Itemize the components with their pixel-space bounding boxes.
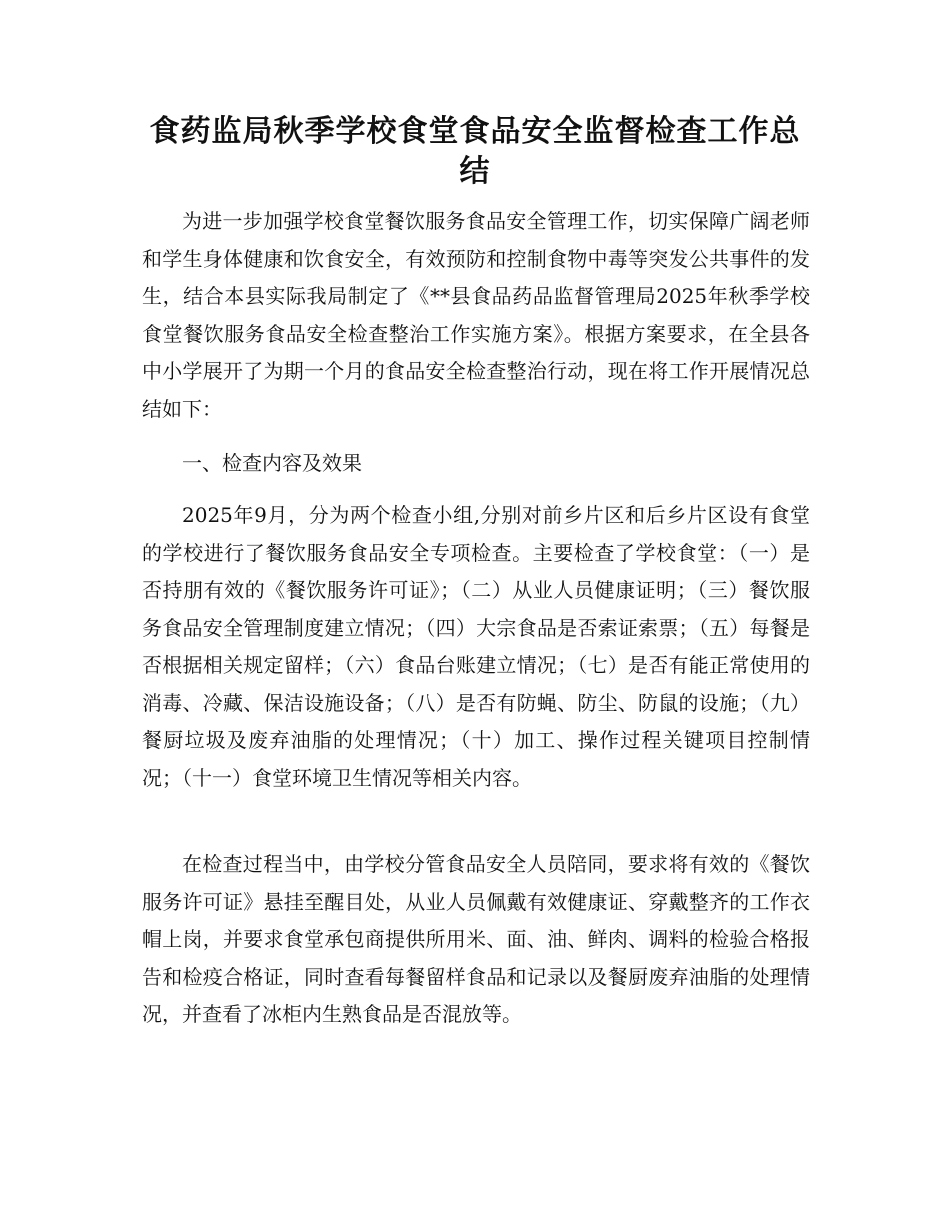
- inspection-content-paragraph: 2025年9月，分为两个检查小组,分别对前乡片区和后乡片区设有食堂的学校进行了餐饮服务食品安全专项检查。主要检查了学校食堂：（一）是否持朋有效的《餐饮服务许可证》；（二）从业人员健康证明；（三）餐饮服务食品安全管理制度建立情况；（四）大宗食品是否索证索票；（五）每餐是否根据相关规定留样；（六）食品台账建立情况；（七）是否有能正常使用的消毒、冷藏、保洁设施设备；（八）是否有防蝇、防尘、防鼠的设施；（九）餐厨垃圾及废弃油脂的处理情况；（十）加工、操作过程关键项目控制情况；（十一）食堂环境卫生情况等相关内容。: [142, 503, 810, 790]
- intro-paragraph: 为进一步加强学校食堂餐饮服务食品安全管理工作，切实保障广阔老师和学生身体健康和饮食安全，有效预防和控制食物中毒等突发公共事件的发生，结合本县实际我局制定了《**县食品药品监督管理局2025年秋季学校食堂餐饮服务食品安全检查整治工作实施方案》。根据方案要求，在全县各中小学展开了为期一个月的食品安全检查整治行动，现在将工作开展情况总结如下：: [142, 209, 810, 421]
- inspection-process-paragraph: 在检查过程当中，由学校分管食品安全人员陪同，要求将有效的《餐饮服务许可证》悬挂至醒目处，从业人员佩戴有效健康证、穿戴整齐的工作衣帽上岗，并要求食堂承包商提供所用米、面、油、鲜肉、调料的检验合格报告和检疫合格证，同时查看每餐留样食品和记录以及餐厨废弃油脂的处理情况，并查看了冰柜内生熟食品是否混放等。: [142, 852, 810, 1026]
- section-heading-inspection: 一、检查内容及效果: [182, 451, 362, 475]
- document-title: 食药监局秋季学校食堂食品安全监督检查工作总结: [149, 114, 801, 189]
